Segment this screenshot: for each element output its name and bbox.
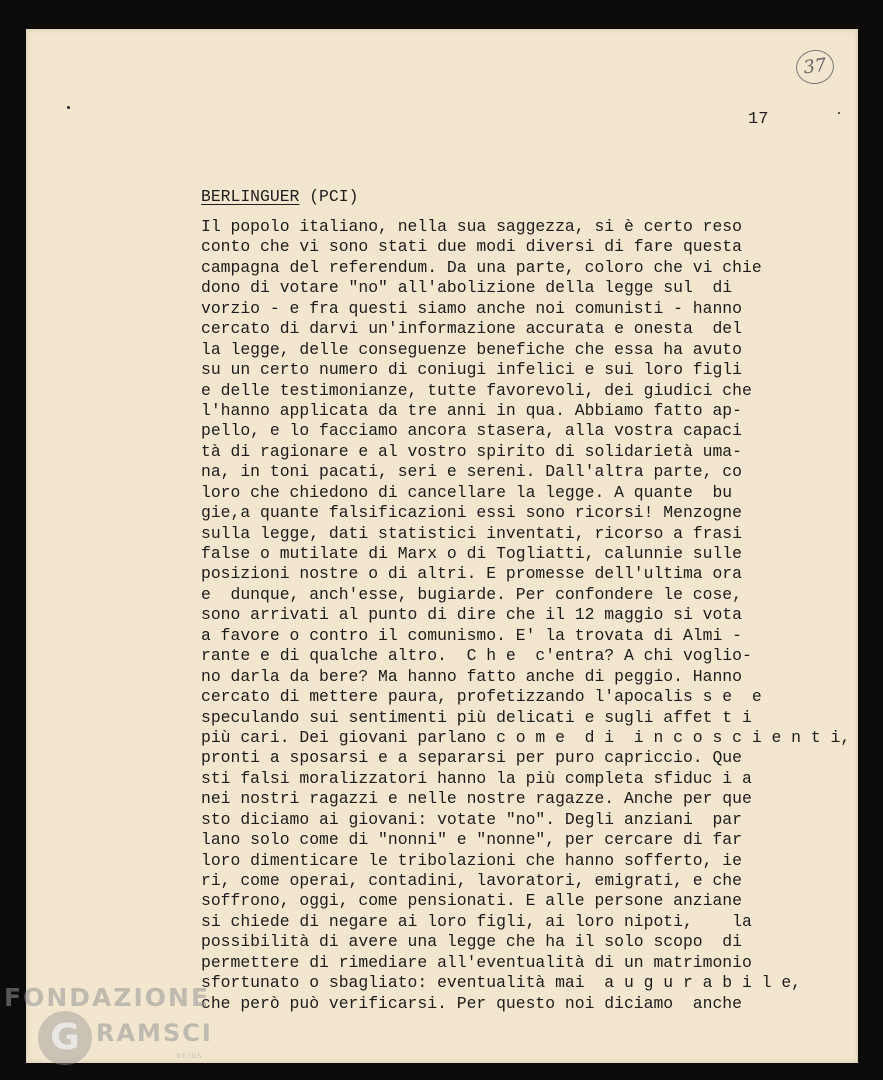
text-line: tà di ragionare e al vostro spirito di solidarietà uma- [201,441,742,461]
page-number: 17 [748,110,769,129]
watermark-subtitle: onlus [176,1051,203,1060]
text-line: permettere di rimediare all'eventualità di un matrimonio [201,952,752,972]
speaker-name: BERLINGUER [201,187,300,206]
text-line: più cari. Dei giovani parlano c o m e d i i n c o s c i e n t i, [201,727,851,747]
paper-speck [838,112,840,114]
text-line: possibilità di avere una legge che ha il solo scopo di [201,932,742,952]
text-line: posizioni nostre o di altri. E promesse dell'ultima ora [201,564,742,584]
text-line: campagna del referendum. Da una parte, coloro che vi chie [201,257,762,277]
text-line: lano solo come di "nonni" e "nonne", per cercare di far [201,830,742,850]
speaker-party: (PCI) [309,187,359,206]
text-line: na, in toni pacati, seri e sereni. Dall'altra parte, co [201,462,742,482]
text-line: sulla legge, dati statistici inventati, ricorso a frasi [201,523,742,543]
text-line: speculando sui sentimenti più delicati e sugli affet t i [201,707,752,727]
text-line: vorzio - e fra questi siamo anche noi comunisti - hanno [201,298,742,318]
text-line: cercato di mettere paura, profetizzando l'apocalis s e e [201,687,762,707]
text-line: pronti a sposarsi e a separarsi per puro capriccio. Que [201,748,742,768]
text-line: pello, e lo facciamo ancora stasera, alla vostra capaci [201,421,742,441]
text-line: no darla da bere? Ma hanno fatto anche di peggio. Hanno [201,666,742,686]
text-line: conto che vi sono stati due modi diversi di fare questa [201,237,742,257]
speaker-heading [201,187,358,206]
text-line: gie,a quante falsificazioni essi sono ricorsi! Menzogne [201,503,742,523]
text-line: ri, come operai, contadini, lavoratori, emigrati, e che [201,871,742,890]
text-line: sono arrivati al punto di dire che il 12 maggio si vota [201,605,742,625]
text-line: sto diciamo ai giovani: votate "no". Degli anziani par [201,809,742,829]
text-line: l'hanno applicata da tre anni in qua. Abbiamo fatto ap- [201,400,742,420]
text-line: e dunque, anch'esse, bugiarde. Per confondere le cose, [201,584,742,604]
text-line: e delle testimonianze, tutte favorevoli, dei giudici che [201,380,752,400]
archive-stamp-number: 37 [794,48,836,87]
text-line: nei nostri ragazzi e nelle nostre ragazze. Anche per que [201,789,752,809]
text-line: a favore o contro il comunismo. E' la trovata di Almi - [201,625,742,645]
speech-body [201,217,851,1014]
watermark-g-logo: G [38,1011,92,1065]
watermark-line-2: RAMSCI [96,1019,213,1047]
text-line: sti falsi moralizzatori hanno la più completa sfiduc i a [201,768,752,788]
text-line: su un certo numero di coniugi infelici e sui loro figli [201,360,742,380]
watermark-line-1: FONDAZIONE [4,983,211,1012]
text-line: la legge, delle conseguenze benefiche che essa ha avuto [201,339,742,359]
text-line: si chiede di negare ai loro figli, ai loro nipoti, la [201,911,752,931]
paper-speck [67,106,70,109]
text-line: loro che chiedono di cancellare la legge. A quante bu [201,482,733,502]
text-line: cercato di darvi un'informazione accurata e onesta del [201,319,742,339]
text-line: dono di votare "no" all'abolizione della legge sul di [201,278,733,298]
text-line: loro dimenticare le tribolazioni che hanno sofferto, ie [201,850,742,870]
text-line: rante e di qualche altro. C h e c'entra? A chi voglio- [201,646,752,666]
text-line: sfortunato o sbagliato: eventualità mai a u g u r a b i l e, [201,973,801,993]
text-line: soffrono, oggi, come pensionati. E alle persone anziane [201,891,742,911]
text-line: Il popolo italiano, nella sua saggezza, si è certo reso [201,217,742,236]
text-line: che però può verificarsi. Per questo noi diciamo anche [201,993,742,1013]
text-line: false o mutilate di Marx o di Togliatti, calunnie sulle [201,544,742,563]
